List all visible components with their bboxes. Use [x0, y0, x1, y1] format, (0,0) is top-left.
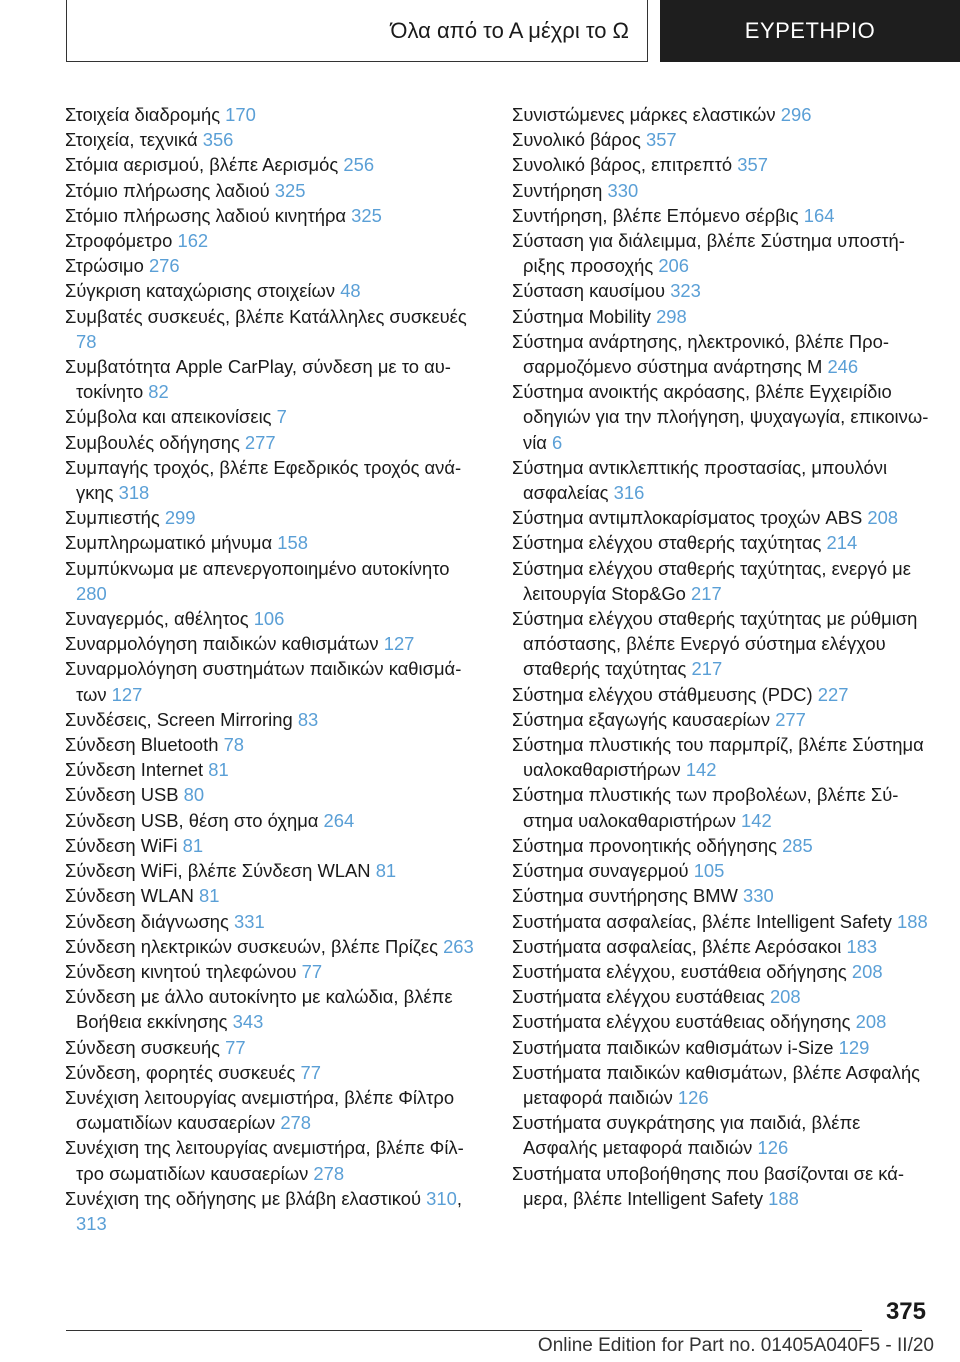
page-link[interactable]: 206	[658, 255, 689, 277]
entry-text: Σύνδεση κινητού τηλεφώνου	[65, 960, 302, 982]
entry-text: Συμπληρωματικό μήνυμα	[65, 532, 278, 554]
page-link[interactable]: 142	[685, 759, 717, 781]
page-link[interactable]: 82	[148, 381, 169, 403]
index-label: ΕΥΡΕΤΗΡΙΟ	[744, 18, 876, 43]
index-entry	[65, 404, 485, 429]
page-link[interactable]: 276	[148, 255, 180, 277]
footer-edition: Online Edition for Part no. 01405A040F5 - II/20	[537, 1335, 934, 1356]
index-entry	[65, 354, 485, 404]
index-entry	[65, 152, 485, 177]
page-link[interactable]: 48	[340, 280, 361, 302]
index-entry	[512, 682, 932, 707]
entry-text: Συνδέσεις, Screen Mirroring	[65, 708, 298, 730]
index-entry	[512, 1161, 932, 1211]
entry-text: Σύγκριση καταχώρισης στοιχείων	[65, 280, 341, 302]
page-link[interactable]: 7	[276, 406, 287, 428]
page-link[interactable]: 263	[443, 935, 474, 957]
page-separator: ,	[456, 1187, 462, 1209]
entry-text: Στροφόμετρο	[65, 230, 178, 252]
entry-text: Σύστημα αντικλεπτικής προστασίας, μπουλόνι ασφαλείας	[512, 456, 888, 504]
index-entry	[65, 556, 485, 606]
entry-text: Σύστημα ανοικτής ακρόασης, βλέπε Εγχειρίδιο οδηγιών για την πλοήγηση, ψυχαγωγία, επικοινωνία	[512, 381, 929, 453]
page-link[interactable]: 81	[182, 834, 204, 856]
page-link[interactable]: 217	[691, 582, 722, 604]
page-link[interactable]: 343	[232, 1011, 264, 1033]
page-link[interactable]: 188	[897, 910, 928, 932]
index-entry	[512, 909, 932, 934]
page-link[interactable]: 208	[769, 986, 801, 1008]
entry-text: Σύνδεση συσκευής	[65, 1036, 226, 1058]
entry-text: Σύνδεση WLAN	[65, 885, 199, 907]
page-link[interactable]: 81	[199, 885, 220, 907]
page-number: 375	[885, 1298, 926, 1325]
entry-text: Σύνδεση USB, θέση στο όχημα	[65, 809, 324, 831]
page-link[interactable]: 142	[741, 809, 772, 831]
index-tab[interactable]	[660, 0, 960, 62]
entry-text: Συστήματα ασφαλείας, βλέπε Intelligent Safety	[512, 910, 898, 932]
index-entry	[512, 455, 932, 505]
index-entry	[512, 959, 932, 984]
index-entry	[512, 530, 932, 555]
entry-text: Συνέχιση της οδήγησης με βλάβη ελαστικού	[65, 1187, 427, 1209]
entry-text: Συστήματα ελέγχου ευστάθειας οδήγησης	[512, 1011, 856, 1033]
page-link[interactable]: 80	[183, 784, 205, 806]
entry-text: Σύστημα ανάρτησης, ηλεκτρονικό, βλέπε Προσαρμοζόμενο σύστημα ανάρτησης M	[512, 330, 889, 378]
entry-text: Στόμιο πλήρωσης λαδιού	[65, 179, 275, 201]
page-link[interactable]: 298	[656, 305, 687, 327]
index-entry	[65, 505, 485, 530]
page-link[interactable]: 78	[223, 734, 245, 756]
index-entry	[512, 278, 932, 303]
page-link[interactable]: 188	[768, 1187, 799, 1209]
index-entry	[512, 782, 932, 832]
entry-text: Στόμια αερισμού, βλέπε Αερισμός	[65, 154, 344, 176]
entry-text: Σύνδεση USB	[65, 784, 184, 806]
index-entry	[65, 984, 485, 1034]
page-link[interactable]: 278	[313, 1162, 345, 1184]
page-link[interactable]: 310	[426, 1187, 457, 1209]
index-entry	[65, 430, 485, 455]
entry-text: Συστήματα παιδικών καθισμάτων, βλέπε Ασφαλής μεταφορά παιδιών	[512, 1061, 921, 1108]
index-entry	[512, 203, 932, 228]
entry-text: Σύνδεση WiFi	[65, 834, 183, 856]
index-entry	[512, 1110, 932, 1160]
page-link[interactable]: 81	[208, 759, 229, 781]
index-entry	[65, 757, 485, 782]
index-entry	[512, 707, 932, 732]
entry-text: Συνολικό βάρος	[512, 129, 646, 151]
index-entry	[65, 782, 485, 807]
page-link[interactable]: 357	[737, 154, 768, 176]
entry-text: Σύμβολα και απεικονίσεις	[65, 406, 277, 428]
entry-text: Σύστημα ελέγχου σταθερής ταχύτητας	[512, 532, 827, 554]
page-link[interactable]: 208	[867, 507, 899, 529]
page-link[interactable]: 126	[677, 1086, 709, 1108]
entry-text: Σύνδεση Internet	[65, 759, 209, 781]
index-entry	[65, 732, 485, 757]
page-link[interactable]: 280	[76, 582, 107, 604]
page-link[interactable]: 330	[743, 885, 774, 907]
index-entry	[65, 127, 485, 152]
page-link[interactable]: 323	[670, 280, 701, 302]
entry-text: Συντήρηση	[512, 179, 608, 201]
entry-text: Σύστημα πλυστικής του παρμπρίζ, βλέπε Σύστημα υαλοκαθαριστήρων	[512, 734, 924, 781]
entry-text: Στοιχεία διαδρομής	[65, 104, 226, 125]
entry-text: Συμπαγής τροχός, βλέπε Εφεδρικός τροχός ανάγκης	[65, 456, 462, 504]
index-entry	[65, 606, 485, 631]
page-link[interactable]: 256	[343, 154, 375, 176]
page-link[interactable]: 296	[780, 104, 812, 125]
entry-text: Συμβατότητα Apple CarPlay, σύνδεση με το αυτοκίνητο	[65, 356, 451, 403]
entry-text: Σύσταση για διάλειμμα, βλέπε Σύστημα υποστήριξης προσοχής	[512, 230, 905, 277]
entry-text: Συνιστώμενες μάρκες ελαστικών	[512, 104, 781, 125]
index-entry	[65, 1060, 485, 1085]
index-entry	[512, 178, 932, 203]
page-link[interactable]: 127	[383, 633, 415, 655]
index-entry	[512, 505, 932, 530]
page-link[interactable]: 77	[225, 1036, 246, 1058]
index-entry	[512, 858, 932, 883]
index-entry	[65, 707, 485, 732]
page-link[interactable]: 214	[826, 532, 858, 554]
entry-text: Σύνδεση Bluetooth	[65, 734, 224, 756]
page-link[interactable]: 318	[118, 482, 150, 504]
section-title: Όλα από το Α μέχρι το Ω	[390, 17, 629, 43]
page-link[interactable]: 285	[782, 834, 813, 856]
entry-text: Στοιχεία, τεχνικά	[65, 129, 203, 151]
page-link[interactable]: 330	[607, 179, 639, 201]
page-link[interactable]: 183	[846, 935, 878, 957]
page-link[interactable]: 83	[297, 708, 319, 730]
entry-text: Συναγερμός, αθέλητος	[65, 608, 254, 630]
entry-text: Συστήματα ελέγχου, ευστάθεια οδήγησης	[512, 960, 852, 982]
page-link[interactable]: 78	[76, 330, 97, 352]
index-entry	[65, 228, 485, 253]
page-link[interactable]: 208	[851, 960, 883, 982]
entry-text: Συστήματα παιδικών καθισμάτων i-Size	[512, 1036, 839, 1058]
entry-text: Σύσταση καυσίμου	[512, 280, 671, 302]
index-entry	[65, 203, 485, 228]
entry-text: Σύστημα συναγερμού	[512, 860, 694, 882]
index-entry	[512, 127, 932, 152]
entry-text: Συστήματα συγκράτησης για παιδιά, βλέπε Ασφαλής μεταφορά παιδιών	[512, 1112, 861, 1159]
entry-text: Συστήματα υποβοήθησης που βασίζονται σε κάμερα, βλέπε Intelligent Safety	[512, 1162, 904, 1209]
index-entry	[65, 833, 485, 858]
index-entry	[512, 329, 932, 379]
entry-text: Σύνδεση ηλεκτρικών συσκευών, βλέπε Πρίζες	[65, 935, 444, 957]
index-entry	[512, 556, 932, 606]
page-link[interactable]: 81	[375, 860, 397, 882]
index-entry	[65, 530, 485, 555]
index-entry	[512, 883, 932, 908]
page-link[interactable]: 217	[691, 658, 723, 680]
index-entry	[512, 102, 932, 127]
page-link[interactable]: 6	[552, 431, 563, 453]
entry-text: Σύστημα εξαγωγής καυσαερίων	[512, 708, 776, 730]
page-link[interactable]: 313	[76, 1212, 107, 1234]
index-entry	[65, 1085, 485, 1135]
page-link[interactable]: 227	[817, 683, 849, 705]
entry-text: Συμβουλές οδήγησης	[65, 431, 245, 453]
page-link[interactable]: 325	[351, 204, 382, 226]
index-entry	[65, 102, 485, 127]
page-link[interactable]: 278	[280, 1112, 312, 1134]
index-entry	[65, 178, 485, 203]
page-link[interactable]: 356	[202, 129, 234, 151]
entry-text: Συνέχιση λειτουργίας ανεμιστήρα, βλέπε Φίλτρο σωματιδίων καυσαερίων	[65, 1086, 455, 1134]
index-entry	[512, 152, 932, 177]
index-entry	[512, 606, 932, 682]
index-entry	[512, 379, 932, 455]
page-link[interactable]: 325	[274, 179, 306, 201]
page-link[interactable]: 357	[645, 129, 677, 151]
index-entry	[65, 858, 485, 883]
entry-text: Συμβατές συσκευές, βλέπε Κατάλληλες συσκευές	[65, 305, 467, 327]
entry-text: Σύστημα ελέγχου σταθερής ταχύτητας με ρύθμιση απόστασης, βλέπε Ενεργό σύστημα ελέγχου σταθερής ταχύτητας	[512, 608, 918, 680]
entry-text: Σύστημα πλυστικής των προβολέων, βλέπε Σύστημα υαλοκαθαριστήρων	[512, 784, 899, 831]
page-link[interactable]: 170	[225, 104, 256, 125]
index-entry	[65, 808, 485, 833]
page-link[interactable]: 316	[613, 482, 645, 504]
page-link[interactable]: 162	[177, 230, 209, 252]
entry-text: Σύνδεση διάγνωσης	[65, 910, 234, 932]
index-entry	[512, 1035, 932, 1060]
entry-text: Συναρμολόγηση παιδικών καθισμάτων	[65, 633, 384, 655]
page-link[interactable]: 106	[253, 608, 285, 630]
entry-text: Στρώσιμο	[65, 255, 149, 277]
entry-text: Σύστημα ελέγχου στάθμευσης (PDC)	[512, 683, 818, 705]
entry-text: Σύστημα αντιμπλοκαρίσματος τροχών ABS	[512, 507, 868, 529]
index-entry	[65, 1135, 485, 1185]
page-link[interactable]: 331	[234, 910, 265, 932]
index-entry	[65, 1186, 485, 1236]
index-column-right	[512, 102, 932, 1211]
page-link[interactable]: 129	[838, 1036, 870, 1058]
entry-text: Συναρμολόγηση συστημάτων παιδικών καθισμάτων	[65, 658, 462, 705]
index-entry	[512, 304, 932, 329]
page-link[interactable]: 127	[111, 683, 143, 705]
entry-text: Σύστημα Mobility	[512, 305, 657, 327]
entry-text: Σύστημα προνοητικής οδήγησης	[512, 834, 783, 856]
index-entry	[65, 455, 485, 505]
page-link[interactable]: 77	[300, 1061, 321, 1083]
entry-text: Συντήρηση, βλέπε Επόμενο σέρβις	[512, 204, 804, 226]
index-entry	[65, 1035, 485, 1060]
index-entry	[512, 833, 932, 858]
entry-text: Στόμιο πλήρωσης λαδιού κινητήρα	[65, 204, 352, 226]
index-entry	[65, 883, 485, 908]
entry-text: Σύνδεση, φορητές συσκευές	[65, 1061, 301, 1083]
page-link[interactable]: 299	[164, 507, 196, 529]
page-link[interactable]: 77	[301, 960, 323, 982]
entry-text: Σύστημα ελέγχου σταθερής ταχύτητας, ενεργό με λειτουργία Stop&Go	[512, 557, 911, 604]
index-entry	[65, 278, 485, 303]
page-link[interactable]: 208	[855, 1011, 887, 1033]
index-entry	[512, 984, 932, 1009]
page-link[interactable]: 246	[827, 356, 859, 378]
entry-text: Συστήματα ασφαλείας, βλέπε Αερόσακοι	[512, 935, 847, 957]
page-link[interactable]: 164	[803, 204, 835, 226]
section-header	[66, 0, 648, 62]
page-link[interactable]: 105	[693, 860, 725, 882]
index-entry	[65, 934, 485, 959]
index-entry	[512, 732, 932, 782]
index-entry	[65, 909, 485, 934]
index-entry	[512, 228, 932, 278]
entry-text: Συνολικό βάρος, επιτρεπτό	[512, 154, 738, 176]
entry-text: Συστήματα ελέγχου ευστάθειας	[512, 986, 770, 1008]
index-entry	[65, 656, 485, 706]
page-link[interactable]: 126	[757, 1137, 789, 1159]
entry-text: Σύστημα συντήρησης BMW	[512, 885, 743, 907]
entry-text: Συμπιεστής	[65, 507, 165, 529]
page-link[interactable]: 277	[775, 708, 806, 730]
index-entry	[65, 631, 485, 656]
page-link[interactable]: 264	[323, 809, 355, 831]
index-column-left	[65, 102, 485, 1236]
index-entry	[512, 934, 932, 959]
entry-text: Συμπύκνωμα με απενεργοποιημένο αυτοκίνητο	[65, 557, 450, 579]
page-link[interactable]: 158	[277, 532, 308, 554]
index-entry	[65, 304, 485, 354]
index-entry	[65, 959, 485, 984]
index-entry	[65, 253, 485, 278]
index-entry	[512, 1060, 932, 1110]
footer-divider	[66, 1330, 862, 1331]
entry-text: Σύνδεση WiFi, βλέπε Σύνδεση WLAN	[65, 860, 376, 882]
page-link[interactable]: 277	[244, 431, 276, 453]
entry-text: Συνέχιση της λειτουργίας ανεμιστήρα, βλέπε Φίλτρο σωματιδίων καυσαερίων	[65, 1137, 464, 1184]
entry-text: Σύνδεση με άλλο αυτοκίνητο με καλώδια, βλέπε Βοήθεια εκκίνησης	[65, 986, 453, 1033]
index-entry	[512, 1009, 932, 1034]
